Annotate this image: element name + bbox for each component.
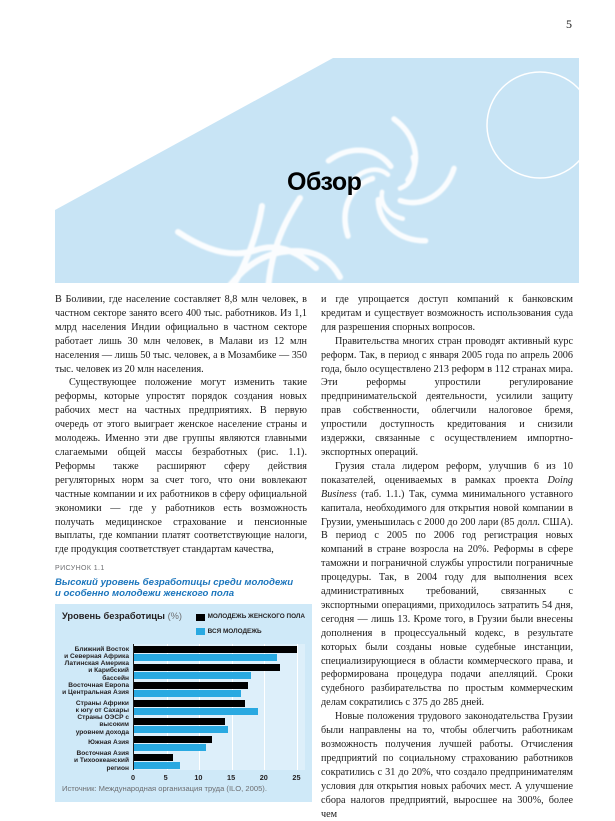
x-tick-label: 0: [130, 772, 136, 782]
category-label: Страны ОЭСР с высоким уровнем дохода: [75, 713, 129, 736]
bar-group: [134, 698, 305, 716]
category-label: Восточная Европа и Центральная Азия: [62, 681, 129, 696]
chart-title-unit: (%): [167, 611, 183, 622]
bar-group: [134, 734, 305, 752]
bar: [134, 646, 297, 653]
legend-item: [196, 610, 305, 624]
category-label: Страны Африки к югу от Сахары: [75, 699, 129, 714]
banner-graphic: [0, 0, 615, 290]
figure-caption-line1: Высокий уровень безработицы среди молодежи: [55, 577, 294, 589]
bar: [134, 736, 212, 743]
bar-group: [134, 662, 305, 680]
chart-plot-area: [62, 644, 305, 770]
category-label: Ближний Восток и Северная Африка: [64, 645, 129, 660]
chart-source: Источник: Международная организация труда (ILO, 2005).: [62, 783, 267, 793]
bar-group: [134, 644, 305, 662]
chart-header: [62, 610, 305, 639]
figure-caption-line2: и особенно молодежи женского пола: [55, 588, 235, 600]
x-tick-label: 25: [292, 772, 301, 782]
paragraph: Новые положения трудового законодательства Грузии были направлены на то, чтобы облегчить работникам возможность получения лучшей работы. Отчисления предприятий по социальному страхованию работников сократились с 31 до 20%, что создало предпринимателям условия для открытия новых рабочих мест. А улучшение сбора налогов предприятий, выросшее на 300%, более чем: [321, 711, 573, 820]
paragraph: и где упрощается доступ компаний к банковским кредитам и существует возможность использования суда для разрешения спорных вопросов.: [321, 294, 573, 333]
chart-plot: [133, 644, 305, 770]
bar: [134, 708, 258, 715]
bar-group: [134, 752, 305, 770]
chart-x-axis: [130, 770, 305, 782]
bar: [134, 672, 251, 679]
bar: [134, 744, 206, 751]
bar: [134, 700, 245, 707]
chart-title: [62, 610, 182, 624]
bar: [134, 754, 173, 761]
chart-legend: [196, 610, 305, 639]
legend-swatch: [196, 614, 205, 621]
paragraph: В Боливии, где население составляет 8,8 млн человек, в частном секторе занято всего 400 тыс. работников. Из 1,1 млрд населения Индии официально в частном секторе работает лишь 30 млн человек, в Малави из 12 млн населения — лишь 50 тыс. человек, а в Мозамбике — 350 тыс. человек из 20 млн населения.: [55, 294, 307, 375]
legend-item: [196, 625, 305, 639]
x-tick-label: 10: [194, 772, 203, 782]
bar: [134, 718, 225, 725]
paragraph: Грузия стала лидером реформ, улучшив 6 из 10 показателей, оцениваемых в рамках проекта Doing Business (таб. 1.1.) Так, сумма минимального уставного капитала, необходимого для открытия новой компании в Грузии, уменьшилась с 2000 до 200 лари (85 долл. США). В период с 2005 по 2006 год регистрация новых компаний в стране возросла на 20%. Реформы в сфере таможни и пограничной службы упростили пограничные процедуры. Так, в 2004 году для выполнения всех административных требований, связанных с экспортными операциями, приходилось затратить 54 дня, сегодня — лишь 13. Кроме того, в Грузии были внесены дополнения в процессуальный кодекс, в результате которых были созданы новые судебные инстанции, специализирующиеся в области коммерческого права, и реформирована процедура подачи апелляций. Сроки судебного разбирательства по простым коммерческим делам сократились с 375 до 285 дней.: [321, 460, 573, 709]
page-title: Обзор: [287, 168, 362, 196]
column-left: [55, 293, 307, 821]
figure-label: РИСУНОК 1.1: [55, 565, 105, 573]
bar: [134, 682, 248, 689]
chart-title-text: Уровень безработицы: [62, 611, 165, 622]
category-label: Восточная Азия и Тихоокеанский регион: [74, 749, 129, 772]
bar: [134, 690, 241, 697]
bar: [134, 664, 280, 671]
bar-group: [134, 716, 305, 734]
legend-label: ВСЯ МОЛОДЕЖЬ: [207, 628, 262, 636]
x-tick-label: 15: [227, 772, 236, 782]
category-label: Южная Азия: [88, 739, 129, 747]
bar: [134, 762, 180, 769]
bar: [134, 654, 277, 661]
legend-swatch: [196, 628, 205, 635]
body-content: [55, 293, 574, 821]
legend-label: МОЛОДЕЖЬ ЖЕНСКОГО ПОЛА: [207, 613, 305, 621]
paragraph: Правительства многих стран проводят активный курс реформ. Так, в период с января 2005 года по апрель 2006 года, было осуществлено 213 реформ в 112 странах мира. Эти реформы упростили регулирование предпринимательской деятельности, усилили защиту прав собственности, облегчили налоговое бремя, упростили доступность кредитования и снизили издержки, связанные с осуществлением импортно-экспортных операций.: [321, 335, 573, 458]
page-number: 5: [566, 17, 572, 31]
paragraph: Существующее положение могут изменить такие реформы, которые упростят порядок создания новых рабочих мест на частных предприятиях. В первую очередь от этого выиграет женское население страны и молодежь. Именно эти две группы являются главными слагаемыми общей массы безработных (рис. 1.1). Реформы также расширяют сферу действия регуляторных норм за счет того, что они вовлекают частные компании и их работников в сферу официальной экономики — где у работников есть возможность получать медицинское страхование и пенсионные выплаты, где компании платят соответствующие налоги, где продукция соответствует стандартам качества,: [55, 377, 307, 556]
x-tick-label: 5: [163, 772, 168, 782]
bar-group: [134, 680, 305, 698]
category-label: Латинская Америка и Карибский бассейн: [64, 659, 129, 682]
bar-chart: [55, 604, 312, 802]
chart-category-labels: [62, 644, 133, 770]
bar: [134, 726, 228, 733]
x-tick-label: 20: [259, 772, 268, 782]
column-right: [321, 293, 573, 821]
figure-1-1: [55, 562, 307, 802]
